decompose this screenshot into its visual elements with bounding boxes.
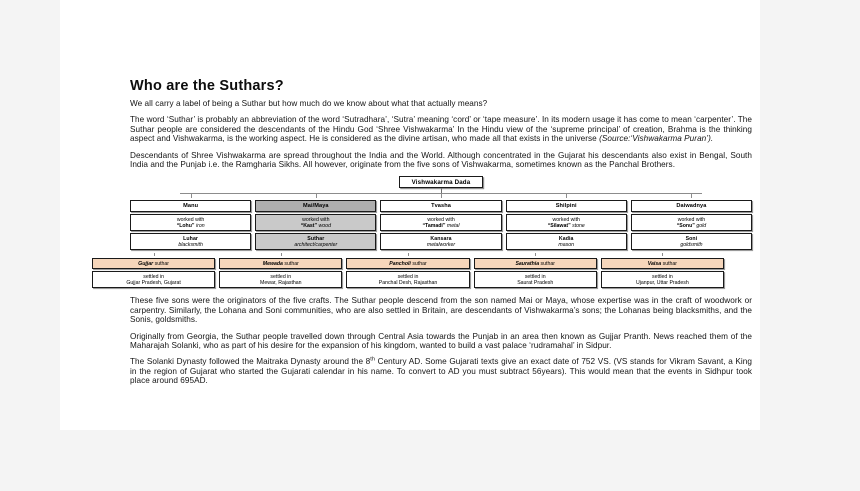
- son-name-cell: [255, 200, 376, 212]
- subgroup-name: Saurathia: [515, 260, 540, 267]
- son-name-label: Manu: [183, 202, 199, 209]
- tree-column-manu: [130, 194, 251, 250]
- document-page: [60, 0, 760, 430]
- settled-cell: [219, 271, 342, 288]
- son-name-label: Mai/Maya: [302, 202, 329, 209]
- material-meaning: iron: [195, 222, 205, 229]
- caste-name: Kansara: [430, 235, 452, 242]
- settled-cell: [474, 271, 597, 288]
- material-cell: [255, 214, 376, 231]
- tree-stub: [346, 253, 469, 256]
- caste-meaning: architect/carpenter: [294, 241, 338, 248]
- subgroup-line: [389, 261, 427, 267]
- caste-meaning: mason: [558, 241, 574, 248]
- settled-cell: [601, 271, 724, 288]
- paragraph-etymology: [130, 115, 752, 143]
- subgroup-column-saurathia: [474, 253, 597, 288]
- material-line: [257, 223, 374, 229]
- material-name: “Tamadi”: [422, 222, 446, 229]
- paragraph-five-sons: These five sons were the originators of the five crafts. The Suthar people descend from the son named Mai or Maya, whose expertise was in the craft of woodwork or carpentry. Similarly, the Lohana and Soni communities, who are also settled in Britain, are descendants of Vishwakarma’s sons; the Lohanas being blacksmiths, and the Sonis, goldsmiths.: [130, 296, 752, 325]
- source-citation: (Source:‘Vishwakarma Puran’).: [599, 134, 714, 144]
- material-cell: [380, 214, 501, 231]
- settled-place: Gujjar Pradesh, Gujarat: [126, 279, 181, 286]
- caste-cell: [255, 233, 376, 250]
- subgroup-suffix: suthar: [662, 260, 678, 267]
- material-meaning: wood: [318, 222, 331, 229]
- material-line: [132, 223, 249, 229]
- tree-root-node: Vishwakarma Dada: [399, 176, 484, 188]
- tree-stub: [631, 194, 752, 198]
- settled-label: settled in: [143, 273, 164, 280]
- subgroup-name: Pancholi: [389, 260, 411, 267]
- settled-label: settled in: [524, 273, 546, 280]
- subgroup-cell: [346, 258, 469, 269]
- son-name-label: Daiwadnya: [676, 202, 707, 209]
- paragraph-georgia: Originally from Georgia, the Suthar people travelled down through Central Asia towards the Punjab in an area then known as Gujjar Pranth. News reached them of the Maharajah Solanki, who as part of his desire for the expansion of his kingdom, wanted to build a vast palace ‘rudramahal’ in Sidpur.: [130, 331, 752, 351]
- material-cell: [130, 214, 251, 231]
- material-name: “Sonu”: [676, 222, 695, 229]
- son-name-cell: [380, 200, 501, 212]
- tree-stub: [474, 253, 597, 256]
- subgroup-column-vaisa: [601, 253, 724, 288]
- caste-cell: [631, 233, 752, 250]
- material-name: “Lohu”: [176, 222, 195, 229]
- subgroup-suffix: suthar: [540, 260, 555, 267]
- settled-place: Panchal Desh, Rajasthan: [378, 279, 438, 286]
- son-name-cell: [506, 200, 627, 212]
- caste-meaning: metalworker: [426, 241, 456, 248]
- subgroup-cell: [601, 258, 724, 269]
- connector-vertical-line: [441, 188, 442, 193]
- caste-meaning: goldsmith: [680, 241, 703, 248]
- tree-stub: [219, 253, 342, 256]
- son-name-cell: [631, 200, 752, 212]
- tree-column-daiwadnya: [631, 194, 752, 250]
- son-name-cell: [130, 200, 251, 212]
- material-line: [508, 223, 625, 229]
- settled-label: settled in: [652, 273, 673, 280]
- material-cell: [506, 214, 627, 231]
- caste-name: Soni: [685, 235, 698, 242]
- caste-name: Luhar: [183, 235, 199, 242]
- tree-stub: [506, 194, 627, 198]
- settled-label: settled in: [397, 273, 419, 280]
- worked-with-label: worked with: [552, 216, 580, 223]
- material-meaning: metal: [446, 222, 460, 229]
- subgroup-suffix: suthar: [412, 260, 427, 267]
- tree-tier-subgroups: [92, 253, 724, 288]
- material-meaning: gold: [696, 222, 707, 229]
- paragraph-descendants: Descendants of Shree Vishwakarma are spread throughout the India and the World. Although concentrated in the Gujarat his descendants also exist in Bengal, South India and the Punjab i.e. the Ramgharia Sikhs. All however, originate from the five sons of Vishwakarma, sometimes known as the Panchal Brothers.: [130, 150, 752, 170]
- material-name: “Kast”: [300, 222, 318, 229]
- tree-stub: [130, 194, 251, 198]
- settled-place: Saurat Pradesh: [517, 279, 554, 286]
- worked-with-label: worked with: [427, 216, 455, 223]
- settled-label: settled in: [270, 273, 292, 280]
- solanki-part2: Century AD. Some Gujarati texts give an exact date of 752 VS. (VS stands for Vikram Savant, a King in the region of Gujarat who started the Gujarati calendar in his name. To convert to AD you must subtract 56years). This would mean that the events in Sidhpur took place around 695AD.: [130, 357, 752, 386]
- worked-with-label: worked with: [176, 216, 205, 223]
- document-content: [126, 78, 752, 393]
- settled-cell: [92, 271, 215, 288]
- caste-meaning: blacksmith: [178, 241, 203, 248]
- tree-column-shilpini: [506, 194, 627, 250]
- caste-cell: [130, 233, 251, 250]
- ordinal-suffix: th: [370, 356, 376, 363]
- page-title: Who are the Suthars?: [130, 78, 284, 94]
- subgroup-column-gujjar: [92, 253, 215, 288]
- subgroup-cell: [474, 258, 597, 269]
- settled-cell: [346, 271, 469, 288]
- caste-name: Suthar: [307, 235, 325, 242]
- settled-place: Ujanpur, Uttar Pradesh: [636, 279, 689, 286]
- tree-column-mai-maya: [255, 194, 376, 250]
- caste-cell: [506, 233, 627, 250]
- material-cell: [631, 214, 752, 231]
- subgroup-suffix: suthar: [284, 260, 299, 267]
- subgroup-name: Mewada: [262, 260, 283, 267]
- tree-stub: [380, 194, 501, 198]
- subgroup-suffix: suthar: [154, 260, 170, 267]
- solanki-part1: The Solanki Dynasty followed the Maitraka Dynasty around the 8: [130, 357, 371, 367]
- subgroup-column-mewada: [219, 253, 342, 288]
- settled-place: Mewar, Rajasthan: [260, 279, 302, 286]
- worked-with-label: worked with: [677, 216, 706, 223]
- material-line: [382, 223, 499, 229]
- tree-root-connector: [130, 188, 752, 193]
- subgroup-line: [515, 261, 555, 267]
- subgroup-cell: [219, 258, 342, 269]
- subgroup-column-pancholi: [346, 253, 469, 288]
- tree-stub: [92, 253, 215, 256]
- subgroup-name: Gujjar: [138, 260, 154, 267]
- subgroup-name: Vaisa: [647, 260, 662, 267]
- material-line: [633, 223, 750, 229]
- son-name-label: Tvasha: [431, 202, 451, 209]
- tree-stub: [601, 253, 724, 256]
- tree-root-wrapper: [130, 176, 752, 188]
- subgroup-line: [648, 261, 677, 267]
- caste-cell: [380, 233, 501, 250]
- material-meaning: stone: [572, 222, 585, 229]
- caste-name: Kadia: [558, 235, 574, 242]
- tree-column-tvasha: [380, 194, 501, 250]
- subgroup-line: [138, 261, 169, 267]
- subgroup-cell: [92, 258, 215, 269]
- worked-with-label: worked with: [302, 216, 330, 223]
- vishwakarma-family-tree: [126, 176, 752, 288]
- material-name: “Silawat”: [547, 222, 571, 229]
- paragraph-etymology-text: The word ‘Suthar’ is probably an abbreviation of the word ‘Sutradhara’, ‘Sutra’ meaning ‘cord’ or ‘tape measure’. In its modern usage it has come to mean ‘carpenter’. The Suthar people are considered the descendants of the Hindu God ‘Shree Vishwakarma’ In the Hindu view of the ‘supreme principal’ of creation, Brahma is the thinking aspect and Vishwakarma, is the working aspect. He is considered as the divine artisan, who made all that exists in the universe: [130, 115, 752, 144]
- paragraph-intro: We all carry a label of being a Suthar but how much do we know about what that actually means?: [130, 99, 488, 108]
- tree-stub: [255, 194, 376, 198]
- paragraph-solanki: [130, 357, 752, 385]
- son-name-label: Shilpini: [555, 202, 577, 209]
- subgroup-line: [263, 261, 299, 267]
- tree-tier-sons: [130, 194, 752, 250]
